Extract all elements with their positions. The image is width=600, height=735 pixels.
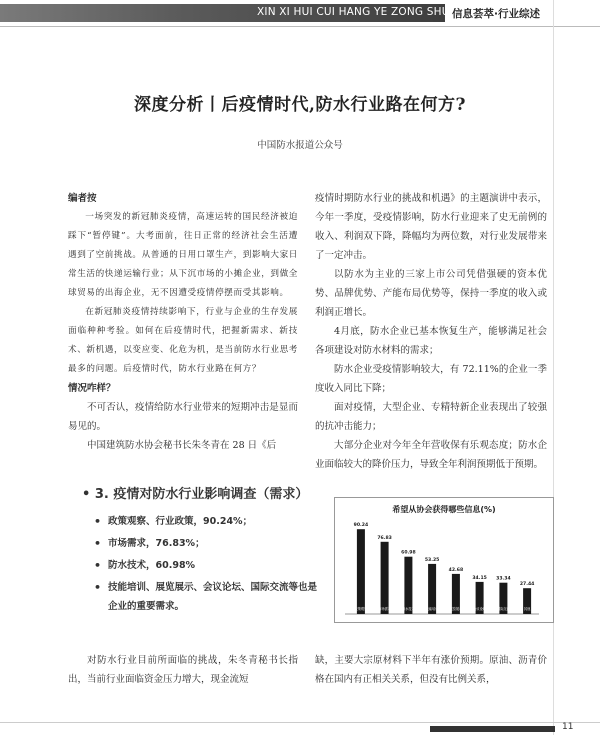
header-pinyin: XIN XI HUI CUI HANG YE ZONG SHU xyxy=(257,6,450,18)
chart-value-label-2: 76.83 xyxy=(377,535,392,541)
editor-note-heading: 编者按 xyxy=(68,193,97,204)
chart-canvas xyxy=(335,498,553,622)
survey-item: • 防水技术，60.98% xyxy=(94,556,322,575)
header-section-label: 信息荟萃·行业综述 xyxy=(452,8,540,20)
editor-note-paragraph-2: 在新冠肺炎疫情持续影响下，行业与企业的生存发展面临种种考验。如何在后疫情时代，把握新需求、新技术、新机遇，以变应变、化危为机，是当前防水行业思考最多的问题。后疫情时代，防水行业路在何方？ xyxy=(68,307,298,374)
right-paragraph-1: 疫情时期防水行业的挑战和机遇》的主题演讲中表示，今年一季度，受疫情影响，防水行业迎来了史无前例的收入、利润双下降，降幅均为两位数，对行业发展带来了一定冲击。 xyxy=(315,193,547,261)
survey-block xyxy=(82,483,322,619)
footer-left-text: 对防水行业目前所面临的挑战，朱冬青秘书长指出，当前行业面临资金压力增大，现金流短 xyxy=(68,655,298,685)
left-column xyxy=(68,189,298,455)
chart-value-label-8: 27.44 xyxy=(519,582,535,588)
chart-category-label-5: 展览展示 xyxy=(449,607,463,611)
right-column xyxy=(315,189,547,474)
article-title: 深度分析丨后疫情时代,防水行业路在何方? xyxy=(134,95,466,115)
chart-category-label-8: 其他 xyxy=(523,607,531,611)
right-paragraph-2: 以防水为主业的三家上市公司凭借强硬的资本优势、品牌优势、产能布局优势等，保持一季度的收入或利润正增长。 xyxy=(315,269,547,318)
chart-value-label-4: 53.25 xyxy=(424,557,440,563)
footer-right-text: 缺，主要大宗原材料下半年有涨价预期。原油、沥青价格在国内有正相关关系，但没有比例关系， xyxy=(315,655,547,685)
situation-paragraph-1: 不可否认，疫情给防水行业带来的短期冲击是显而易见的。 xyxy=(68,402,298,432)
chart-value-label-3: 60.98 xyxy=(401,550,416,556)
bullet-icon: • xyxy=(94,515,102,528)
chart-category-label-7: 国际交流 xyxy=(497,607,510,611)
footer-divider xyxy=(0,722,600,723)
chart-value-label-7: 33.34 xyxy=(496,576,511,582)
chart-bar-2 xyxy=(381,542,389,614)
right-paragraph-6: 大部分企业对今年全年营收保有乐观态度；防水企业面临较大的降价压力，导致全年利润预期低于预期。 xyxy=(315,440,547,470)
article-byline: 中国防水报道公众号 xyxy=(257,140,343,151)
footer-dark-band xyxy=(430,726,555,732)
survey-item: • 政策观察、行业政策，90.24%； xyxy=(94,512,322,531)
survey-item: • 市场需求，76.83%； xyxy=(94,534,322,553)
chart-value-label-6: 34.15 xyxy=(472,575,487,581)
page-number: 11 xyxy=(562,722,574,732)
bullet-icon: • xyxy=(94,559,102,572)
chart-bar-3 xyxy=(404,557,412,614)
situation-paragraph-2: 中国建筑防水协会秘书长朱冬青在 28 日《后 xyxy=(87,440,277,451)
page-footer xyxy=(0,722,600,735)
survey-title: • 3. 疫情对防水行业影响调查（需求） xyxy=(82,487,309,502)
chart-value-label-5: 42.68 xyxy=(448,567,464,573)
header-divider xyxy=(0,26,600,27)
chart-category-label-3: 防水技术 xyxy=(402,607,415,611)
chart-category-label-2: 市场需求 xyxy=(378,607,391,611)
chart-category-label-1: 政策观察 xyxy=(354,607,368,611)
right-paragraph-5: 面对疫情，大型企业、专精特新企业表现出了较强的抗冲击能力； xyxy=(315,402,547,432)
chart-value-label-1: 90.24 xyxy=(353,523,369,529)
survey-list xyxy=(82,512,322,616)
chart-category-label-6: 会议论坛 xyxy=(473,607,486,611)
page-header xyxy=(0,0,600,30)
chart-title: 希望从协会获得哪些信息(%) xyxy=(392,505,496,514)
survey-chart xyxy=(334,497,554,623)
chart-bar-1 xyxy=(357,529,365,614)
situation-heading: 情况咋样？ xyxy=(68,383,116,394)
survey-item: • 技能培训、展览展示、会议论坛、国际交流等也是企业的重要需求。 xyxy=(94,578,322,616)
editor-note-paragraph-1: 一场突发的新冠肺炎疫情，高速运转的国民经济被迫踩下“暂停键”。大考面前，往日正常的经济社会生活遭遇到了空前挑战。从普通的日用口罩生产，到影响大家日常生活的快递运输行业；从下沉市场的小摊企业，到做全球贸易的出海企业，无不因遭受疫情停摆而受其影响。 xyxy=(68,212,298,298)
bullet-icon: • xyxy=(94,537,102,550)
bullet-icon: • xyxy=(94,581,102,594)
right-paragraph-3: 4月底，防水企业已基本恢复生产，能够满足社会各项建设对防水材料的需求； xyxy=(315,326,547,356)
right-paragraph-4: 防水企业受疫情影响较大，有 72.11%的企业一季度收入同比下降； xyxy=(315,364,547,394)
chart-category-label-4: 技能培训 xyxy=(425,607,439,611)
